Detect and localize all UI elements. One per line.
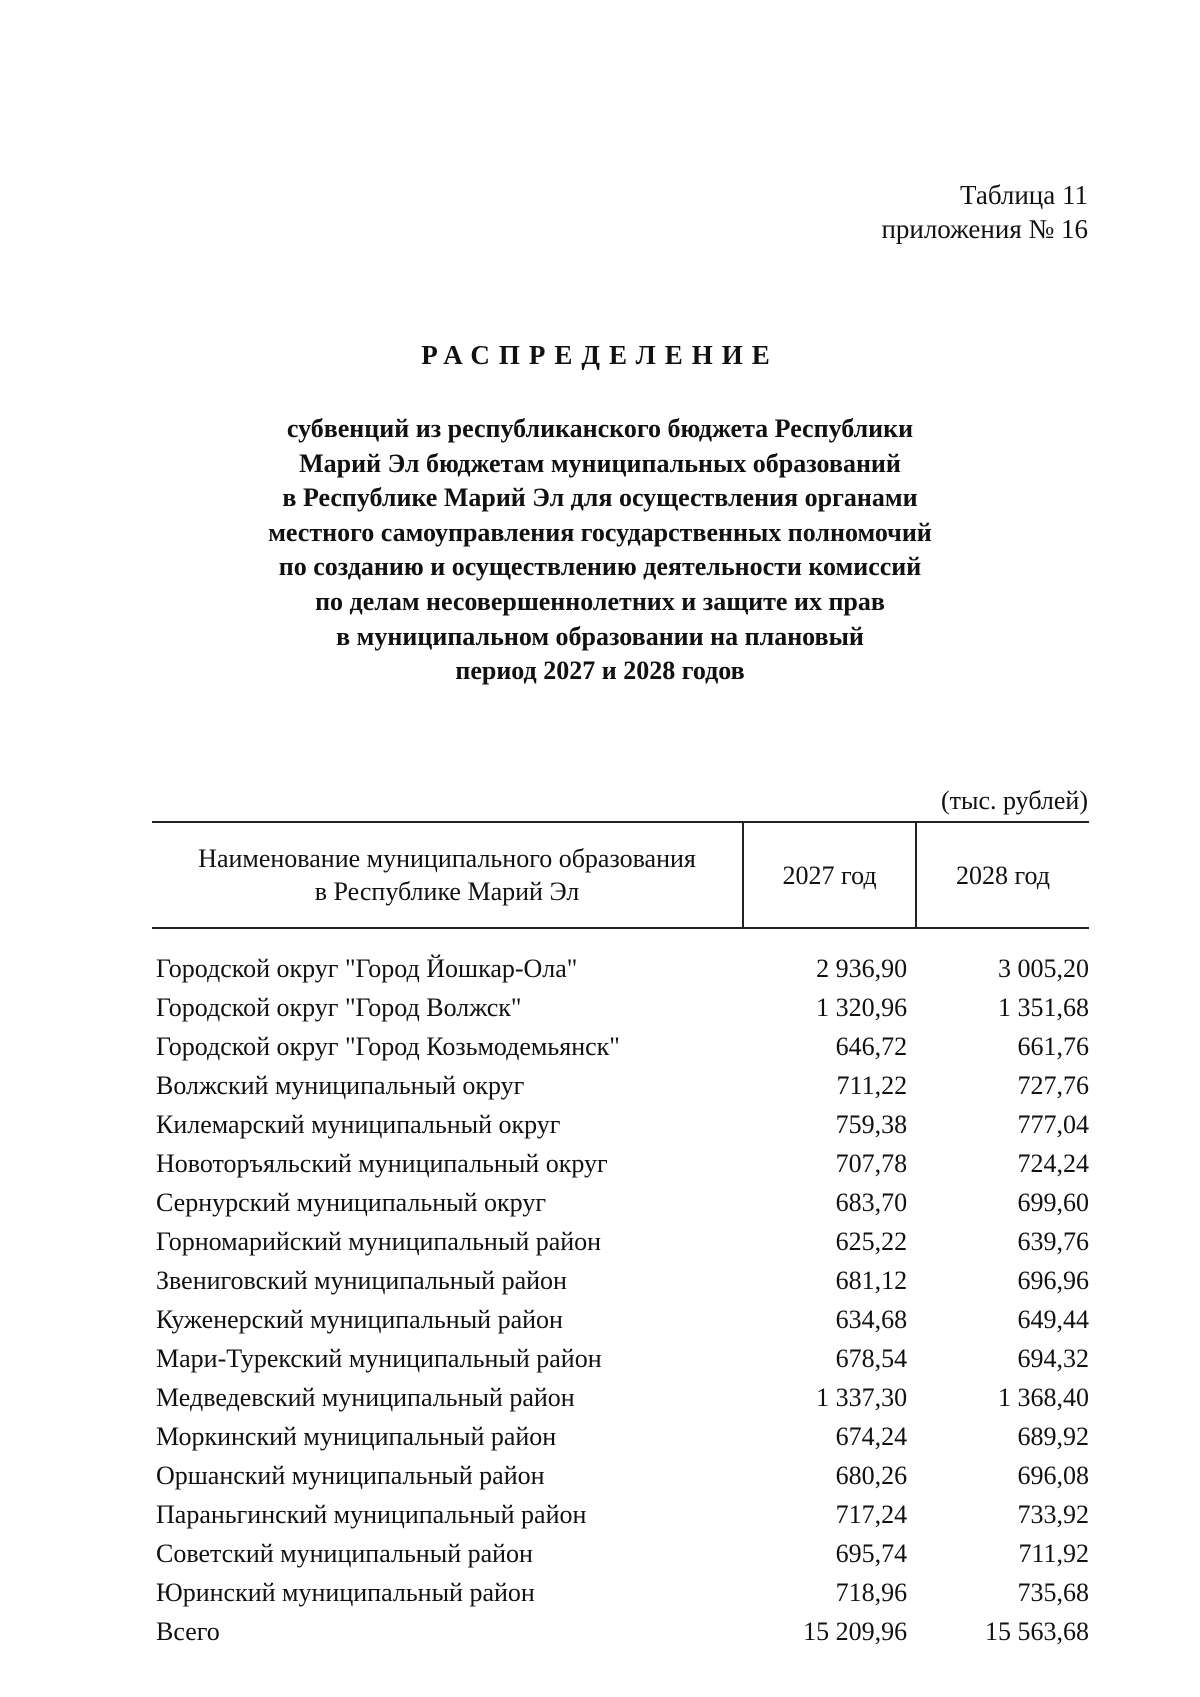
value-2027: 681,12 (835, 1266, 908, 1295)
value-2027: 759,38 (835, 1110, 908, 1139)
municipality-name: Городской округ "Город Волжск" (156, 993, 522, 1022)
municipality-name: Звениговский муниципальный район (156, 1266, 567, 1295)
value-2027: 678,54 (835, 1344, 908, 1373)
table-row (152, 1144, 1089, 1183)
value-2027: 674,24 (835, 1422, 908, 1451)
municipality-name: Волжский муниципальный округ (156, 1071, 525, 1100)
total-2027: 15 209,96 (803, 1617, 908, 1646)
value-2028: 1 351,68 (998, 993, 1089, 1022)
value-2027: 680,26 (835, 1461, 908, 1490)
municipality-name: Мари-Турекский муниципальный район (156, 1344, 602, 1373)
value-2027: 695,74 (835, 1539, 908, 1568)
value-2028: 694,32 (1017, 1344, 1089, 1373)
table-row (152, 1495, 1089, 1534)
table-row (152, 1417, 1089, 1456)
table-body (152, 928, 1089, 1651)
value-2027: 2 936,90 (816, 954, 908, 983)
total-row (152, 1612, 1089, 1651)
value-2028: 724,24 (1017, 1149, 1089, 1178)
units-label: (тыс. рублей) (940, 786, 1088, 815)
value-2028: 696,96 (1017, 1266, 1089, 1295)
value-2027: 1 337,30 (816, 1383, 908, 1412)
document-subtitle: субвенций из республиканского бюджета Республики Марий Эл бюджетам муниципальных образований в Республике Марий Эл для осуществления органами местного самоуправления государственных полномочий по созданию и осуществлению деятельности комиссий по делам несовершеннолетних и защите их прав в муниципальном образовании на плановый период 2027 и 2028 годов (268, 414, 932, 686)
total-2028: 15 563,68 (985, 1617, 1089, 1646)
municipality-name: Городской округ "Город Козьмодемьянск" (156, 1032, 620, 1061)
table-row (152, 988, 1089, 1027)
table-row (152, 1573, 1089, 1612)
distribution-table (152, 821, 1089, 1651)
municipality-name: Советский муниципальный район (156, 1539, 533, 1568)
value-2028: 661,76 (1017, 1032, 1089, 1061)
table-number: Таблица 11 (960, 180, 1088, 210)
value-2027: 625,22 (835, 1227, 908, 1256)
table-row (152, 1378, 1089, 1417)
value-2028: 733,92 (1017, 1500, 1089, 1529)
table-row (152, 1066, 1089, 1105)
column-header-2027: 2027 год (743, 822, 916, 928)
value-2027: 718,96 (835, 1578, 908, 1607)
value-2028: 735,68 (1017, 1578, 1089, 1607)
table-row (152, 1339, 1089, 1378)
value-2027: 646,72 (835, 1032, 908, 1061)
municipality-name: Медведевский муниципальный район (156, 1383, 575, 1412)
table-row (152, 1027, 1089, 1066)
table-row (152, 1300, 1089, 1339)
table-row (152, 1456, 1089, 1495)
value-2027: 711,22 (836, 1071, 908, 1100)
table-reference (881, 178, 1088, 246)
appendix-number: приложения № 16 (881, 214, 1088, 244)
value-2028: 777,04 (1017, 1110, 1089, 1139)
municipality-name: Юринский муниципальный район (156, 1578, 535, 1607)
total-label: Всего (156, 1617, 220, 1646)
municipality-name: Параньгинский муниципальный район (156, 1500, 587, 1529)
value-2027: 634,68 (835, 1305, 908, 1334)
value-2027: 1 320,96 (816, 993, 908, 1022)
municipality-name: Моркинский муниципальный район (156, 1422, 557, 1451)
spacer-cell (152, 928, 1089, 949)
value-2028: 711,92 (1018, 1539, 1089, 1568)
document-title: РАСПРЕДЕЛЕНИЕ (421, 340, 779, 370)
value-2028: 727,76 (1017, 1071, 1089, 1100)
value-2027: 683,70 (835, 1188, 908, 1217)
table-row (152, 1183, 1089, 1222)
municipality-name: Новоторъяльский муниципальный округ (156, 1149, 608, 1178)
header-spacer (152, 928, 1089, 949)
municipality-name: Сернурский муниципальный округ (156, 1188, 546, 1217)
value-2028: 3 005,20 (998, 954, 1089, 983)
value-2027: 707,78 (835, 1149, 908, 1178)
value-2028: 696,08 (1017, 1461, 1089, 1490)
value-2028: 1 368,40 (998, 1383, 1089, 1412)
municipality-name: Куженерский муниципальный район (156, 1305, 563, 1334)
table-row (152, 1222, 1089, 1261)
value-2028: 649,44 (1017, 1305, 1089, 1334)
table-row (152, 1261, 1089, 1300)
column-header-2028: 2028 год (916, 822, 1089, 928)
municipality-name: Горномарийский муниципальный район (156, 1227, 602, 1256)
table-row (152, 1105, 1089, 1144)
value-2028: 639,76 (1017, 1227, 1089, 1256)
municipality-name: Оршанский муниципальный район (156, 1461, 545, 1490)
value-2027: 717,24 (835, 1500, 908, 1529)
municipality-name: Килемарский муниципальный округ (156, 1110, 561, 1139)
column-header-municipality (152, 822, 743, 928)
table-row (152, 1534, 1089, 1573)
table-row (152, 949, 1089, 988)
value-2028: 699,60 (1017, 1188, 1089, 1217)
table-header (152, 822, 1089, 928)
value-2028: 689,92 (1017, 1422, 1089, 1451)
municipality-name: Городской округ "Город Йошкар-Ола" (156, 954, 578, 983)
column-header-municipality-text: Наименование муниципального образования в Республике Марий Эл (198, 844, 696, 906)
header-row (152, 822, 1089, 928)
